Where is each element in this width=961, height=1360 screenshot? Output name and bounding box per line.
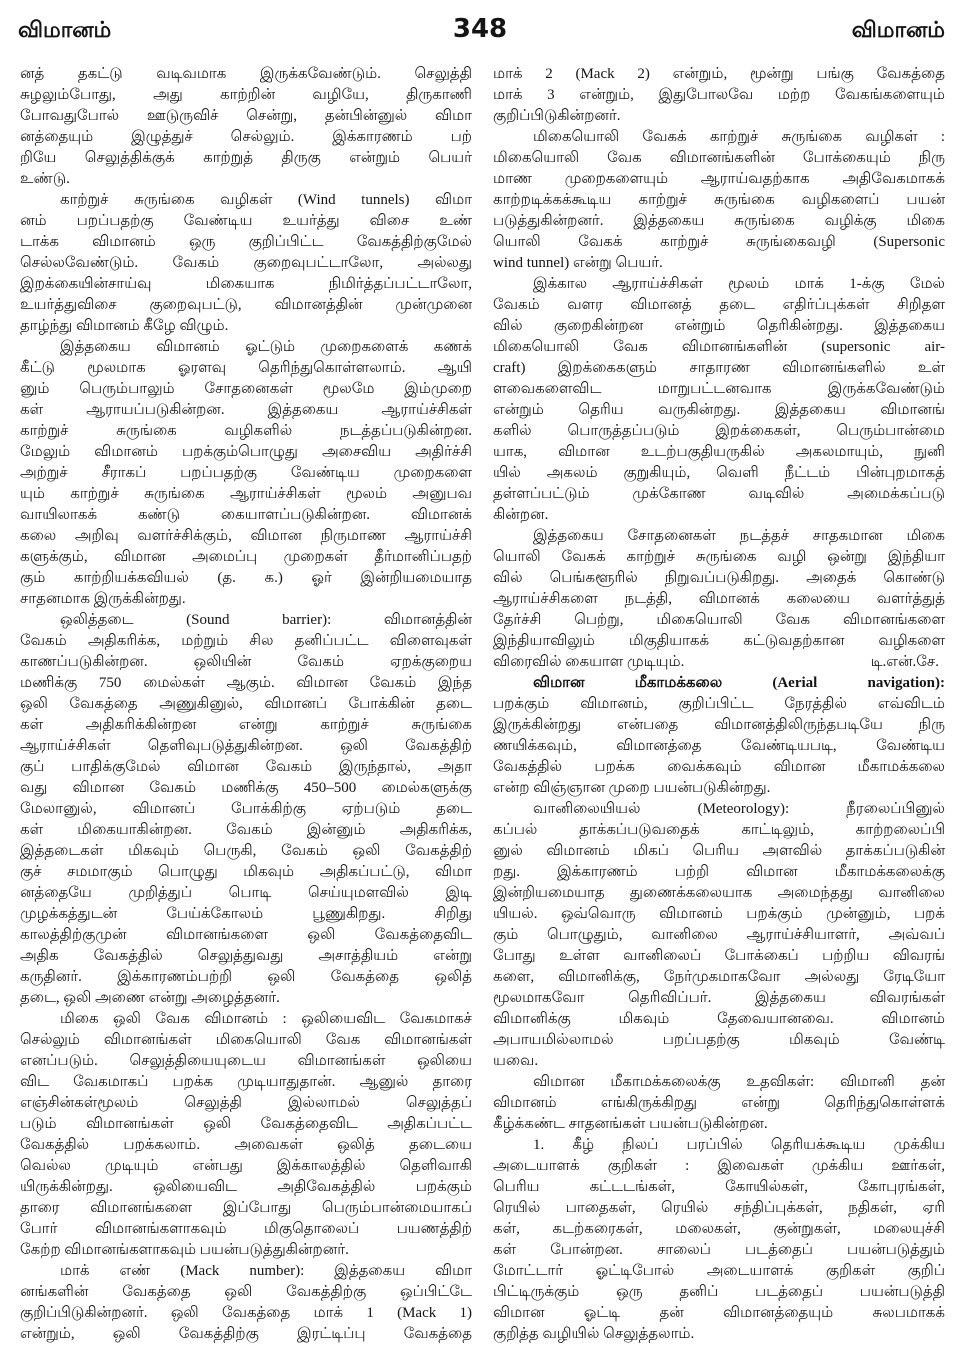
text-line: வெல்ல முடியும் என்பது இக்காலத்தில் தெளிவாகி bbox=[20, 1158, 472, 1174]
paragraph bbox=[493, 1072, 945, 1135]
text-line: வானிலையியல் (Meteorology): நீரலைப்பினுல் bbox=[533, 801, 945, 817]
text-line: ஆராய்ச்சிகள் தெளிவுபடுத்துகின்றன. ஒலி வேகத்திற் bbox=[20, 738, 472, 754]
author-signature: டி.என்.சே. bbox=[870, 654, 939, 670]
text-line: கும் காற்றியக்கவியல் (த. க.) ஓர் இன்றியமையாத bbox=[20, 570, 472, 586]
paragraph bbox=[20, 337, 472, 610]
text-line: சாதனமாக இருக்கின்றது. bbox=[20, 591, 186, 607]
text-line: னங்களின் வேகத்தை ஒலி வேகத்திற்கு ஒப்பிட்டே bbox=[20, 1284, 472, 1300]
text-line: யியல். ஒவ்வொரு விமானம் பறக்கும் முன்னும், பறக் bbox=[493, 906, 945, 922]
paragraph bbox=[493, 673, 945, 799]
text-line: னுல் விமானம் மிகப் பெரிய அளவில் தாக்கப்படுகின் bbox=[493, 843, 945, 859]
text-line: தாழ்ந்து விமானம் கீழே விழும். bbox=[20, 318, 229, 334]
text-line: மேலும் விமானம் பறக்கும்பொழுது அசைவிய அதிர்ச்சி bbox=[20, 444, 472, 460]
text-line: அதிக வேகத்தில் செலுத்துவது அசாத்தியம் என்று bbox=[20, 948, 472, 964]
text-line: மேலானுல், விமானப் போக்கிற்கு ஏற்படும் தடை bbox=[20, 801, 472, 817]
running-head-right: விமானம் bbox=[851, 18, 945, 43]
text-line: இத்தகைய விமானம் ஓட்டும் முறைகளைக் கணக் bbox=[60, 339, 472, 355]
right-column bbox=[493, 64, 945, 1354]
text-line: கும் பொழுதும், வானிலை ஆராய்ச்சியாளர், அவ்வப் bbox=[493, 927, 945, 943]
paragraph bbox=[493, 799, 945, 1072]
text-line: களை, விமானிக்கு, நேர்முகமாகவோ அல்லது ரேடியோ bbox=[493, 969, 945, 985]
text-line: கள் அதிகரிக்கின்றன என்று காற்றுச் சுருங்கை bbox=[20, 717, 472, 733]
text-line: இத்தகைய சோதனைகள் நடத்தச் சாதகமான மிகை bbox=[533, 528, 945, 544]
text-line: ஆராய்ச்சிகளை நடத்தி, விமானக் கலையை வளர்த்துத் bbox=[493, 591, 945, 607]
text-line bbox=[493, 673, 945, 694]
text-line: மாக் 3 என்றும், இதுபோலவே மற்ற வேகங்களையும் bbox=[493, 87, 945, 103]
text-line: காற்றுச் சுருங்கை வழிகளில் நடத்தப்படுகின்றன. bbox=[20, 423, 472, 439]
paragraph bbox=[493, 127, 945, 274]
text-line: இக்கால ஆராய்ச்சிகள் மூலம் மாக் 1-க்கு மேல் bbox=[533, 276, 945, 292]
text-line: வேகத்தில் பறக்கலாம். அவைகள் ஒலித் தடையை bbox=[20, 1137, 472, 1153]
text-line: ளவைகளைவிட மாறுபட்டனவாக இருக்கவேண்டும் bbox=[493, 381, 945, 397]
text-line: பெரிய கட்டடங்கள், கோயில்கள், கோபுரங்கள், bbox=[493, 1179, 945, 1195]
text-line: மாண முறைகளையும் ஆராய்வதற்காக அதிவேகமாகக் bbox=[493, 171, 945, 187]
text-line: கேற்ற விமானங்களாகவும் பயன்படுத்துகின்றனர். bbox=[20, 1242, 349, 1258]
text-line: வேகம் வளர விமானத் தடை எதிர்ப்புக்கள் சிறிதள bbox=[493, 297, 945, 313]
text-line: சுழலும்போது, அது காற்றின் வழியே, திருகாணி bbox=[20, 87, 472, 103]
text-line: பறக்கும் விமானம், குறிப்பிட்ட நேரத்தில் எவ்விடம் bbox=[493, 696, 945, 712]
text-line: எஞ்சின்கள்மூலம் செலுத்தி இல்லாமல் செலுத்தப் bbox=[20, 1095, 472, 1111]
paragraph bbox=[493, 526, 945, 673]
text-line: ஒலி வேகத்தை அணுகினுல், விமானப் போக்கின் தடை bbox=[20, 696, 472, 712]
text-line: தடை, ஒலி அணை என்று அழைத்தனர். bbox=[20, 990, 280, 1006]
text-line: வேகம் அதிகரிக்க, மற்றும் சில தனிப்பட்ட விளைவுகள் bbox=[20, 633, 472, 649]
text-line: வாயிலாகக் கண்டு கையாளப்படுகின்றன. விமானக் bbox=[20, 507, 472, 523]
text-line bbox=[493, 652, 945, 673]
text-line: குப் பாதிக்குமேல் விமான வேகம் இருந்தால், அதா bbox=[20, 759, 472, 775]
text-line: வில் குறைகின்றன என்றும் தெரிகின்றது. இத்தகைய bbox=[493, 318, 945, 334]
text-line: களுக்கும், விமான அமைப்பு முறைகள் தீர்மானிப்பதற் bbox=[20, 549, 472, 565]
text-line: மிகையொலி வேக விமானங்களின் போக்கையும் நிரு bbox=[493, 150, 945, 166]
text-line: னத்தையே முறித்துப் பொடி செய்யுமளவில் இடி bbox=[20, 885, 472, 901]
paragraph bbox=[20, 190, 472, 337]
text-line: களில் பொருத்தப்படும் இறக்கைகள், பெரும்பான்மை bbox=[493, 423, 945, 439]
text-line: கருதினர். இக்காரணம்பற்றி ஒலி வேகத்தை ஒலித் bbox=[20, 969, 472, 985]
text-line: இறக்கையின்சாய்வு மிகையாக நிமிர்த்தப்பட்டாலோ, bbox=[20, 276, 472, 292]
paragraph bbox=[493, 1135, 945, 1345]
text-line: போது உள்ள வானிலைப் போக்கைப் பற்றிய விவரங் bbox=[493, 948, 945, 964]
text-line: விட வேகமாகப் பறக்க முடியாதுதான். ஆனுல் தாரை bbox=[20, 1074, 472, 1090]
text-line: இன்றியமையாத துணைக்கலையாக அமைந்தது வானிலை bbox=[493, 885, 945, 901]
text-line: இந்தியாவிலும் மிகுதியாகக் கட்டுவதற்கான வழிகளை bbox=[493, 633, 945, 649]
paragraph bbox=[20, 1261, 472, 1345]
running-head-left: விமானம் bbox=[18, 18, 112, 43]
text-line: மிகை ஒலி வேக விமானம் : ஒலியைவிட வேகமாகச் bbox=[60, 1011, 472, 1027]
text-line: றியே செலுத்திக்குக் காற்றுத் திருகு என்றும் பெயர் bbox=[20, 150, 472, 166]
text-line: டாக்க விமானம் ஒரு குறிப்பிட்ட வேகத்திற்குமேல் bbox=[20, 234, 472, 250]
text-line: போவதுபோல் ஊடுருவிச் சென்று, தன்பின்னுல் விமா bbox=[20, 108, 472, 124]
left-column bbox=[20, 64, 472, 1354]
text-line: குச் சமமாகும் பொழுது மிகவும் அதிகப்பட்டு, விமா bbox=[20, 864, 472, 880]
paragraph bbox=[20, 64, 472, 190]
text-line: யும் காற்றுச் சுருங்கை ஆராய்ச்சிகள் மூலம் அனுபவ bbox=[20, 486, 472, 502]
text-line: கள் ஆராயப்படுகின்றன. இத்தகைய ஆராய்ச்சிகள் bbox=[20, 402, 472, 418]
text-line: மிகையொலி வேக விமானங்களின் (supersonic air- bbox=[493, 339, 945, 355]
text-line: காற்றடிக்கக்கூடிய காற்றுச் சுருங்கை வழிகளைப் பயன் bbox=[493, 192, 945, 208]
text-line: ஒலித்தடை (Sound barrier): விமானத்தின் bbox=[60, 612, 472, 628]
text-line: கின்றன. bbox=[493, 507, 549, 523]
text-line: போர் விமானங்களாகவும் மிகுதொலைப் பயணத்திற் bbox=[20, 1221, 472, 1237]
text-line: னம் பறப்பதற்கு வேண்டிய உயர்த்து விசை உண் bbox=[20, 213, 472, 229]
text-line: உயர்த்துவிசை குறைவுபட்டு, விமானத்தின் முன்முனை bbox=[20, 297, 472, 313]
paragraph bbox=[493, 274, 945, 526]
text-line: யொலி வேகக் காற்றுச் சுருங்கை வழி ஒன்று இந்தியா bbox=[493, 549, 945, 565]
text-line: பிட்டிருக்கும் ஒரு தனிப் படத்தைப் பயன்படுத்தி bbox=[493, 1284, 945, 1300]
text-line: கீட்டு மூலமாக ஓரளவு தெரிந்துகொள்ளலாம். ஆயி bbox=[20, 360, 472, 376]
text-line: செல்லவேண்டும். வேகம் குறைவுபட்டாலோ, அல்லது bbox=[20, 255, 472, 271]
text-line: படுத்துகின்றனர். இத்தகைய சுருங்கை வழிக்கு மிகை bbox=[493, 213, 945, 229]
text-line: கள் மிகையாகின்றன. வேகம் இன்னும் அதிகரிக்க, bbox=[20, 822, 472, 838]
text-line: கப்பல் தாக்கப்படுவதைக் காட்டிலும், காற்றலைப்பி bbox=[493, 822, 945, 838]
text-line: னும் பெரும்பாலும் சோதனைகள் மூலமே இம்முறை bbox=[20, 381, 472, 397]
text-line: wind tunnel) என்று பெயர். bbox=[493, 255, 663, 271]
text-line: யில் அகலம் குறுகியும், வெளி நீட்டம் பின்புறமாகத் bbox=[493, 465, 945, 481]
text-line: முழக்கத்துடன் பேய்க்கோலம் பூணுகிறது. சிறிது bbox=[20, 906, 472, 922]
text-line: மாக் எண் (Mack number): இத்தகைய விமா bbox=[60, 1263, 472, 1279]
text-line: உண்டு. bbox=[20, 171, 70, 187]
text-line: குறிப்பிடுகின்றனர். bbox=[493, 108, 621, 124]
text-line: என்ற விஞ்ஞான முறை பயன்படுகின்றது. bbox=[493, 780, 771, 796]
text-line: என்றும் தெரிய வருகின்றது. இத்தகைய விமானங் bbox=[493, 402, 945, 418]
text-line: இத்தடைகள் மிகவும் பெருகி, வேகம் ஒலி வேகத்திற் bbox=[20, 843, 472, 859]
text-line: னத்தையும் இழுத்துச் செல்லும். இக்காரணம் பற் bbox=[20, 129, 472, 145]
text-line: மோட்டார் ஓட்டிபோல் அடையாளக் குறிகள் குறிப் bbox=[493, 1263, 945, 1279]
text-line: craft) இறக்கைகளும் சாதாரண விமானங்களில் உள் bbox=[493, 360, 945, 376]
text-line: ணயிக்கவும், விமானத்தை வேண்டியபடி, வேண்டிய bbox=[493, 738, 945, 754]
paragraph bbox=[20, 610, 472, 1009]
text-line: செல்லும் விமானங்கள் மிகையொலி வேக விமானங்கள் bbox=[20, 1032, 472, 1048]
text-line: யொலி வேகக் காற்றுச் சுருங்கைவழி (Supersonic bbox=[493, 234, 945, 250]
text-line: குறிப்பிடுகின்றனர். ஒலி வேகத்தை மாக் 1 (Mack 1) bbox=[20, 1305, 472, 1321]
page-number: 348 bbox=[452, 14, 508, 44]
text-line: விமானம் எங்கிருக்கிறது என்று தெரிந்துகொள்ளக் bbox=[493, 1095, 945, 1111]
text-line: அற்றுச் சீராகப் பறப்பதற்கு வேண்டிய முறைகளை bbox=[20, 465, 472, 481]
text-line: விமான ஓட்டி தன் விமானத்தையும் சுலபமாகக் bbox=[493, 1305, 945, 1321]
paragraph bbox=[493, 64, 945, 127]
text-line: னத் தகட்டு வடிவமாக இருக்கவேண்டும். செலுத்தி bbox=[20, 66, 472, 82]
text-line: யாக, விமான உடற்பகுதியருகில் அகலமாயும், நுனி bbox=[493, 444, 945, 460]
text-line: வேகத்தில் பறக்க வைக்கவும் விமான மீகாமக்கலை bbox=[493, 759, 945, 775]
text-line: கலை அறிவு வளர்ச்சிக்கும், விமான நிருமாண ஆராய்ச்சி bbox=[20, 528, 472, 544]
text-line: எனப்படும். செலுத்தியையுடைய விமானங்கள் ஒலியை bbox=[20, 1053, 472, 1069]
text-line: மூலமாகவோ தெரிவிப்பர். இத்தகைய விவரங்கள் bbox=[493, 990, 945, 1006]
text-line: அடையாளக் குறிகள் : இவைகள் முக்கிய ஊர்கள், bbox=[493, 1158, 945, 1174]
text-line: வது விமான வேகம் மணிக்கு 450–500 மைல்களுக்கு bbox=[20, 780, 472, 796]
text-line: கள், கடற்கரைகள், மலைகள், குன்றுகள், மலையுச்சி bbox=[493, 1221, 945, 1237]
text-line: ரெயில் பாதைகள், ரெயில் சந்திப்புக்கள், நதிகள், ஏரி bbox=[493, 1200, 945, 1216]
text-line: யவை. bbox=[493, 1053, 539, 1069]
text-line: யிருக்கின்றது. ஒலியைவிட அதிவேகத்தில் பறக்கும் bbox=[20, 1179, 472, 1195]
text-line: வில் பெங்களூரில் நிறுவப்படுகிறது. அதைக் கொண்டு bbox=[493, 570, 945, 586]
text-line: அபாயமில்லாமல் பறப்பதற்கு மிகவும் வேண்டி bbox=[493, 1032, 945, 1048]
text-line: படும் விமானங்கள் ஒலி வேகத்தைவிட அதிகப்பட்ட bbox=[20, 1116, 472, 1132]
text-line: காலத்திற்குமுன் விமானங்களை ஒலி வேகத்தைவிட bbox=[20, 927, 472, 943]
defined-term: விமான மீகாமக்கலை (Aerial navigation): bbox=[533, 675, 945, 691]
text-line-body: விரைவில் கையாள முடியும். bbox=[493, 654, 685, 670]
text-line: இருக்கின்றது என்பதை விமானத்திலிருந்தபடியே நிரு bbox=[493, 717, 945, 733]
text-line: தள்ளப்பட்டும் முக்கோண வடிவில் அமைக்கப்படு bbox=[493, 486, 945, 502]
text-line: 1. கீழ் நிலப் பரப்பில் தெரியக்கூடிய முக்கிய bbox=[533, 1137, 945, 1153]
text-line: தாரை விமானங்களை இப்போது பெரும்பான்மையாகப் bbox=[20, 1200, 472, 1216]
text-line: மிகையொலி வேகக் காற்றுச் சுருங்கை வழிகள் : bbox=[533, 129, 945, 145]
text-line: தேர்ச்சி பெற்று, மிகையொலி வேக விமானங்களை bbox=[493, 612, 945, 628]
text-line: மாக் 2 (Mack 2) என்றும், மூன்று பங்கு வேகத்தை bbox=[493, 66, 945, 82]
text-line: றது. இக்காரணம் பற்றி விமான மீகாமக்கலைக்கு bbox=[493, 864, 945, 880]
running-header bbox=[0, 0, 961, 56]
text-line: காற்றுச் சுருங்கை வழிகள் (Wind tunnels) விமா bbox=[60, 192, 472, 208]
text-line: குறித்த வழியில் செலுத்தலாம். bbox=[493, 1326, 695, 1342]
paragraph bbox=[20, 1009, 472, 1261]
text-line: விமானிக்கு மிகவும் தேவையானவை. விமானம் bbox=[493, 1011, 945, 1027]
text-line: மணிக்கு 750 மைல்கள் ஆகும். விமான வேகம் இந்த bbox=[20, 675, 472, 691]
text-line: என்றும், ஒலி வேகத்திற்கு இரட்டிப்பு வேகத்தை bbox=[20, 1326, 472, 1342]
text-line: விமான மீகாமக்கலைக்கு உதவிகள்: விமானி தன் bbox=[533, 1074, 945, 1090]
text-line: கீழ்க்கண்ட சாதனங்கள் பயன்படுகின்றன. bbox=[493, 1116, 768, 1132]
text-line: காணப்படுகின்றன. ஒலியின் வேகம் ஏறக்குறைய bbox=[20, 654, 472, 670]
text-line: கள் போன்றன. சாலைப் படத்தைப் பயன்படுத்தும் bbox=[493, 1242, 945, 1258]
